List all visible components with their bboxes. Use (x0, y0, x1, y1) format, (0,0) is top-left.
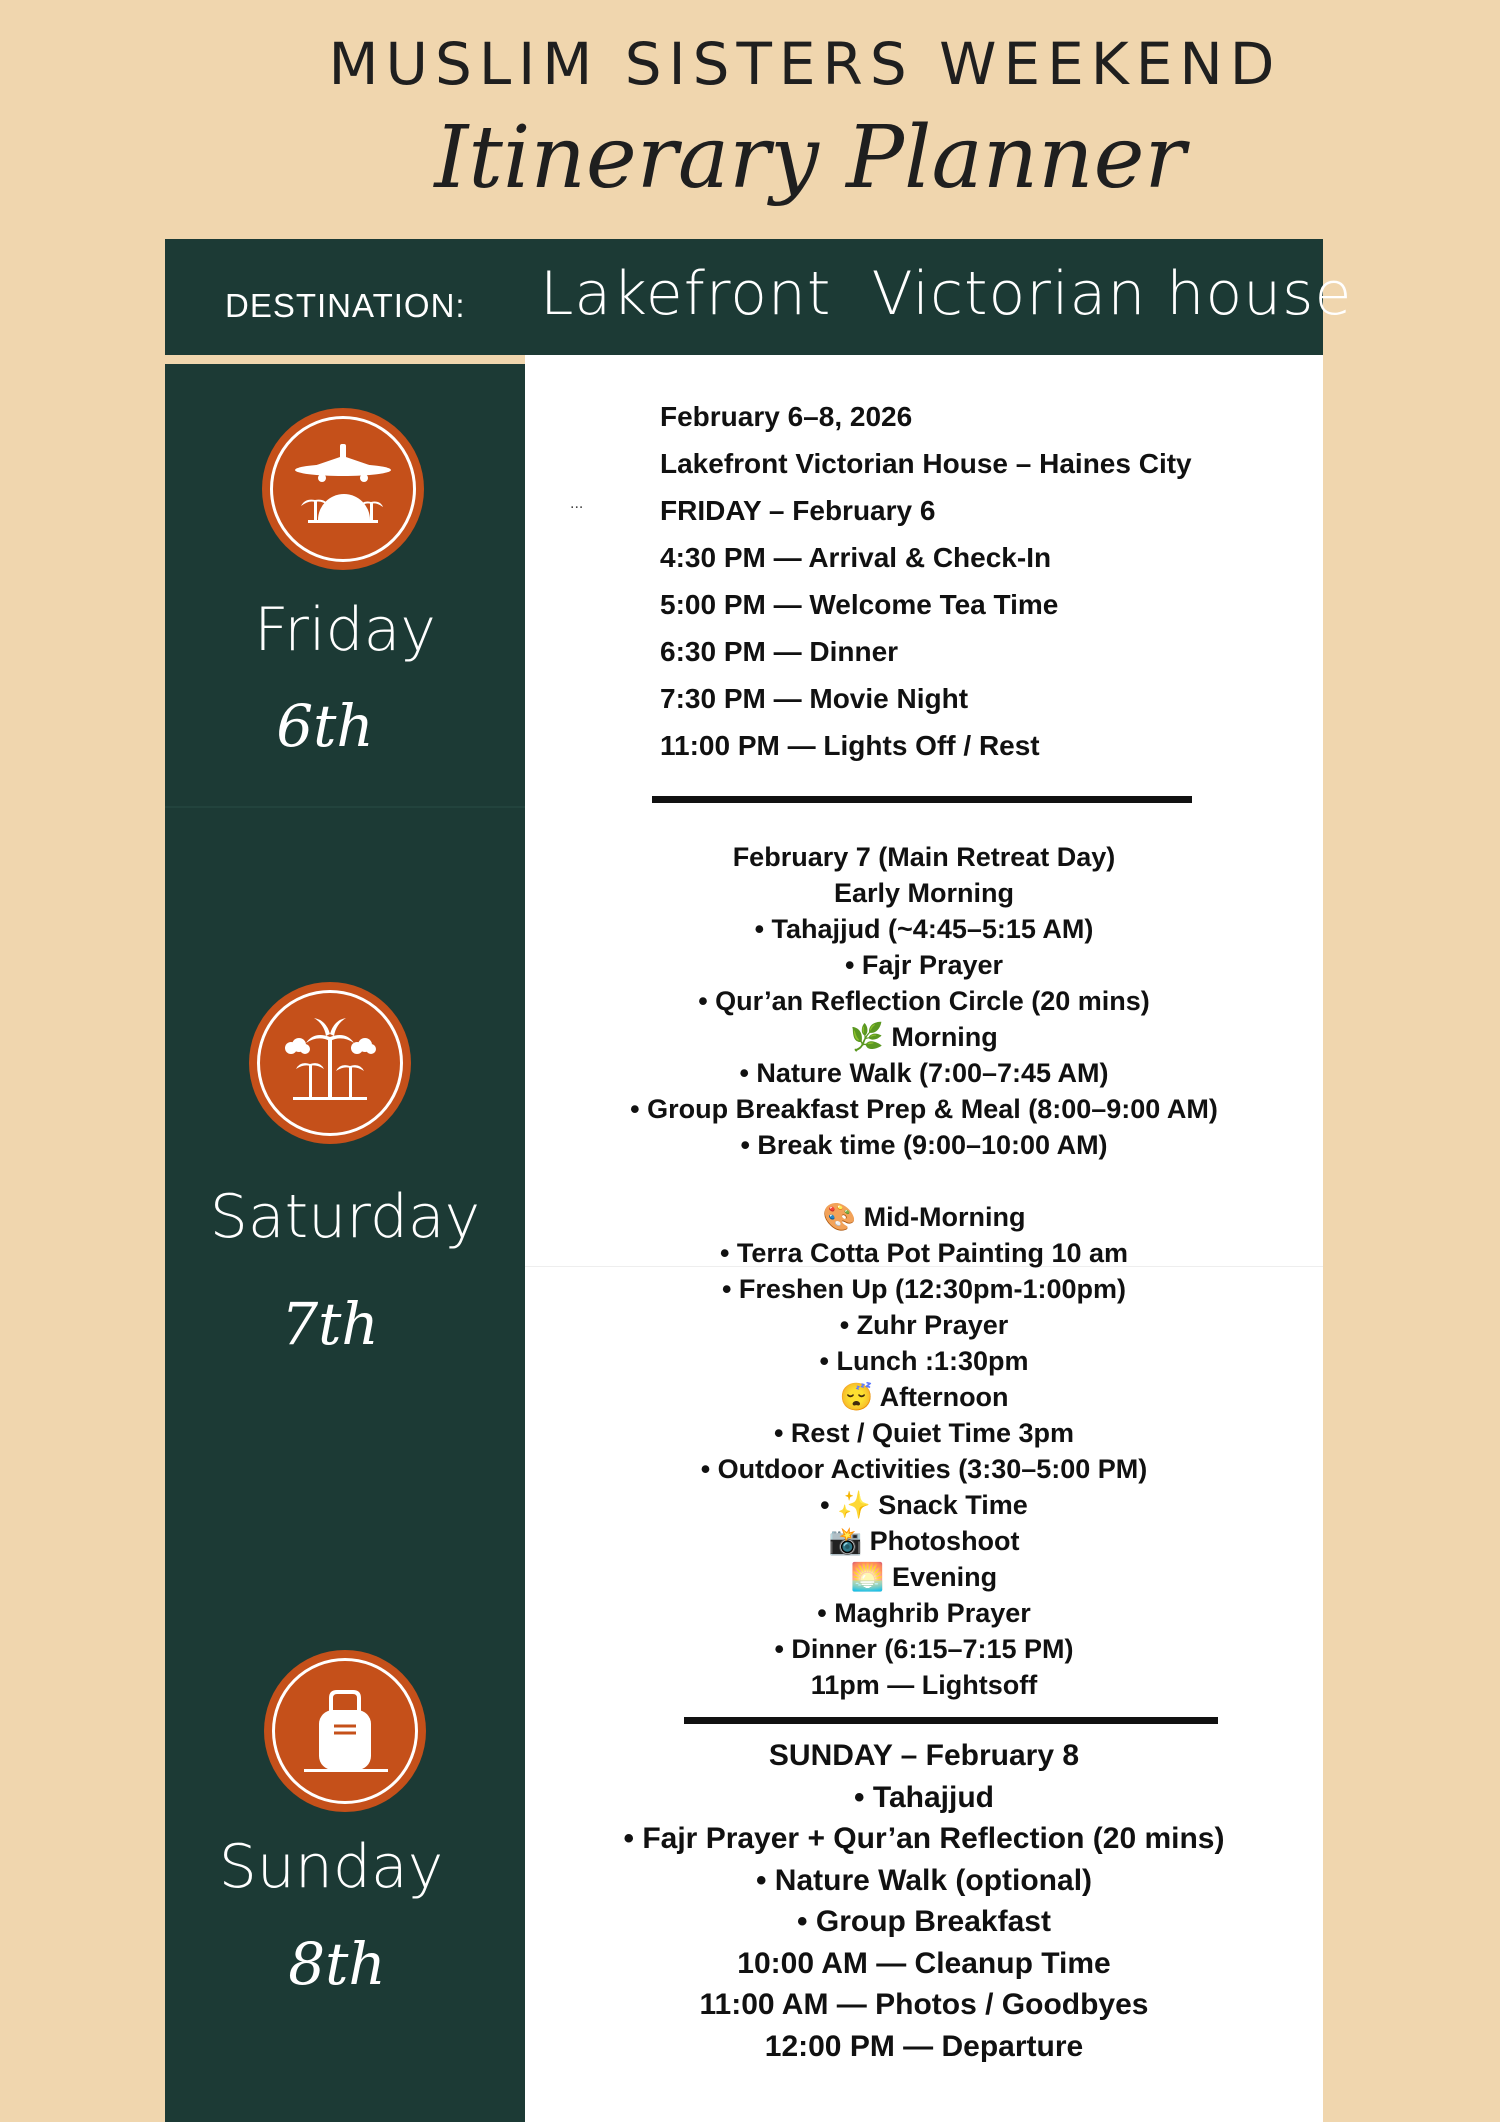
schedule-line: 4:30 PM — Arrival & Check-In (660, 542, 1052, 573)
suitcase-icon (264, 1650, 426, 1812)
schedule-line: • Fajr Prayer + Qur’an Reflection (20 mins) (623, 1822, 1225, 1855)
schedule-line: • Group Breakfast (797, 1905, 1051, 1938)
day-name-friday: Friday (254, 595, 436, 665)
schedule-line: • Nature Walk (7:00–7:45 AM) (739, 1058, 1109, 1088)
schedule-line: • Rest / Quiet Time 3pm (773, 1418, 1075, 1448)
page-subtitle: Itinerary Planner (434, 108, 1186, 208)
sidebar-divider (165, 806, 525, 808)
schedule-line: 5:00 PM — Welcome Tea Time (660, 589, 1059, 620)
destination-bar (165, 239, 1353, 355)
day-name-sunday: Sunday (218, 1832, 444, 1902)
ellipsis-mark: ... (570, 495, 584, 512)
schedule-line: • ✨ Snack Time (820, 1490, 1028, 1520)
day-number-sunday: 8th (288, 1930, 386, 1998)
itinerary-content (525, 355, 1323, 2122)
schedule-line: • Outdoor Activities (3:30–5:00 PM) (700, 1454, 1148, 1484)
schedule-line: Lakefront Victorian House – Haines City (660, 448, 1192, 479)
schedule-line: • Freshen Up (12:30pm-1:00pm) (721, 1274, 1127, 1304)
blank-line (525, 1163, 1323, 1199)
airplane-beach-icon (262, 408, 424, 570)
day-number-friday: 6th (276, 692, 374, 760)
schedule-line: • Qur’an Reflection Circle (20 mins) (698, 986, 1150, 1016)
schedule-line: • Fajr Prayer (844, 950, 1004, 980)
sunday-schedule (525, 1735, 1323, 2067)
schedule-line: 11:00 AM — Photos / Goodbyes (699, 1988, 1149, 2021)
schedule-line: 7:30 PM — Movie Night (660, 683, 969, 714)
page-title: MUSLIM SISTERS WEEKEND (328, 30, 1282, 98)
schedule-line: 11:00 PM — Lights Off / Rest (660, 730, 1040, 761)
schedule-line: • Terra Cotta Pot Painting 10 am (719, 1238, 1129, 1268)
destination-label: DESTINATION: (225, 287, 466, 324)
schedule-line: • Group Breakfast Prep & Meal (8:00–9:00 AM) (630, 1094, 1218, 1124)
schedule-line: • Tahajjud (~4:45–5:15 AM) (754, 914, 1094, 944)
schedule-line: 11pm — Lightsoff (810, 1670, 1038, 1700)
schedule-line: February 6–8, 2026 (660, 401, 913, 432)
day-sidebar (165, 364, 525, 2122)
schedule-line: • Nature Walk (optional) (755, 1863, 1093, 1897)
friday-schedule (660, 393, 1192, 769)
schedule-line: FRIDAY – February 6 (660, 495, 936, 526)
schedule-line: 🎨 Mid-Morning (822, 1202, 1026, 1232)
section-divider (684, 1717, 1218, 1724)
destination-value: Lakefront Victorian house (540, 259, 1353, 329)
schedule-line: • Dinner (6:15–7:15 PM) (774, 1634, 1074, 1664)
schedule-line: • Tahajjud (854, 1780, 994, 1814)
schedule-line: February 7 (Main Retreat Day) (732, 842, 1116, 872)
divider-strip (165, 355, 525, 364)
schedule-line: Early Morning (833, 878, 1015, 908)
schedule-line: 6:30 PM — Dinner (660, 636, 899, 667)
schedule-line: 📸 Photoshoot (828, 1526, 1020, 1556)
schedule-line: 12:00 PM — Departure (764, 2029, 1084, 2063)
section-divider (652, 796, 1192, 803)
schedule-line: SUNDAY – February 8 (768, 1739, 1080, 1772)
saturday-schedule (525, 839, 1323, 1703)
palm-trees-icon (249, 982, 411, 1144)
schedule-line: 🌿 Morning (850, 1022, 998, 1052)
schedule-line: 10:00 AM — Cleanup Time (737, 1946, 1111, 1980)
day-name-saturday: Saturday (209, 1182, 481, 1252)
day-number-saturday: 7th (281, 1290, 379, 1358)
schedule-line: • Zuhr Prayer (839, 1310, 1009, 1340)
schedule-line: 🌅 Evening (850, 1562, 998, 1592)
schedule-line: 😴 Afternoon (839, 1382, 1009, 1412)
schedule-line: • Maghrib Prayer (817, 1598, 1031, 1628)
schedule-line: • Lunch :1:30pm (819, 1346, 1029, 1376)
schedule-line: • Break time (9:00–10:00 AM) (740, 1130, 1108, 1160)
